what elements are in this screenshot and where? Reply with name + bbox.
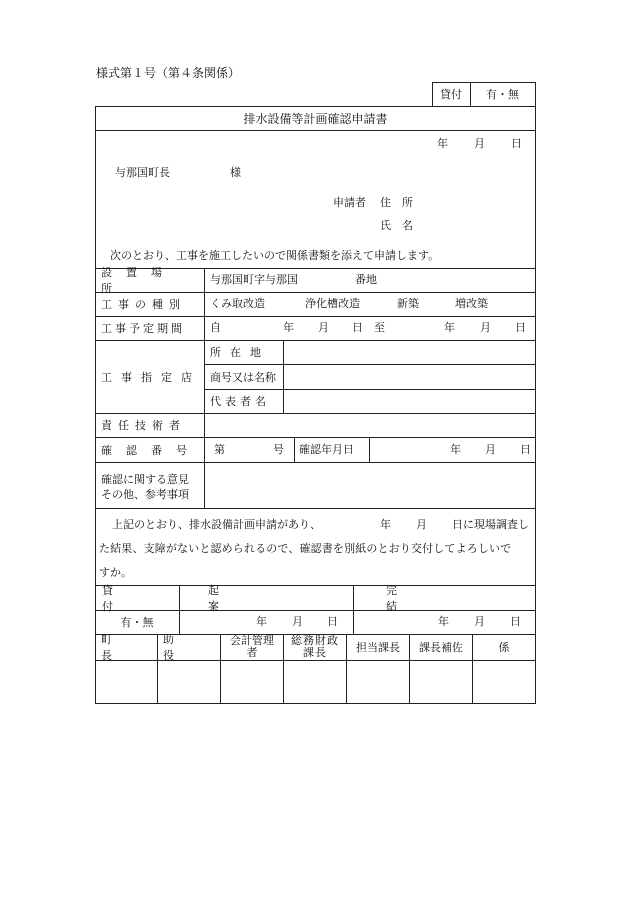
- engineer-label: [101, 413, 201, 437]
- opinion-label-1: 確認に関する意見: [101, 473, 189, 486]
- approval-draft-label-text: 起案: [208, 583, 311, 613]
- date-year: 年: [437, 137, 448, 150]
- done-month: 月: [474, 615, 485, 628]
- approval-done-label: [386, 583, 536, 613]
- contractor-label: [101, 340, 201, 413]
- report-line-1a: 上記のとおり、排水設備計画申請があり、: [112, 518, 321, 531]
- role-mayor: [101, 634, 157, 660]
- type-option-4: 増改築: [455, 297, 488, 310]
- loan-label: 貸付: [440, 88, 462, 101]
- draft-year: 年: [256, 615, 267, 628]
- role-deputy-text: 助役: [163, 633, 204, 662]
- addressee-name: 与那国町長: [115, 166, 170, 179]
- confirm-no-suffix: 号: [273, 443, 284, 456]
- confirm-no-prefix: 第: [214, 443, 225, 456]
- location-suffix: 番地: [355, 273, 377, 286]
- confirm-month: 月: [485, 443, 496, 456]
- contractor-company-label: 商号又は名称: [210, 370, 276, 384]
- role-mayor-text: 町長: [101, 633, 142, 662]
- type-label: [101, 292, 201, 316]
- form-number: 様式第１号（第４条関係）: [96, 66, 241, 80]
- period-to: 至: [374, 321, 385, 334]
- period-from-month: 月: [318, 321, 329, 334]
- role-section-chief: 担当課長: [356, 641, 400, 654]
- confirm-date-label: 確認年月日: [299, 443, 354, 456]
- applicant-name-label: 氏 名: [380, 219, 413, 232]
- type-option-3: 新築: [397, 297, 419, 310]
- role-deputy: [163, 634, 220, 660]
- period-label: [101, 316, 201, 340]
- period-to-year: 年: [444, 321, 455, 334]
- done-year: 年: [438, 615, 449, 628]
- approval-loan-value: 有・無: [120, 616, 154, 629]
- applicant-address-label: 住 所: [380, 196, 413, 209]
- report-line-1b: 日に現場調査し: [452, 518, 529, 531]
- approval-draft-label: [208, 583, 348, 613]
- role-assistant-chief: 課長補佐: [419, 641, 463, 654]
- addressee-honorific: 様: [230, 166, 241, 179]
- period-from-year: 年: [283, 321, 294, 334]
- contractor-address-label: [210, 340, 282, 364]
- contractor-address-label-text: 所在地: [210, 346, 270, 359]
- role-general-affairs-text: 総務財政課長: [291, 634, 339, 659]
- done-day: 日: [510, 615, 521, 628]
- form-title: 排水設備等計画確認申請書: [243, 111, 388, 126]
- role-staff: 係: [498, 641, 510, 654]
- report-line-1-month: 月: [416, 518, 427, 531]
- date-month: 月: [474, 137, 485, 150]
- report-line-3: すか。: [99, 566, 132, 579]
- approval-loan-label-text: 貸付: [102, 583, 149, 613]
- draft-day: 日: [327, 615, 338, 628]
- period-from-day: 日: [352, 321, 363, 334]
- approval-done-label-text: 完結: [386, 583, 493, 613]
- contractor-rep-label-text: 代表者名: [210, 395, 270, 408]
- confirm-label-text: 確認番号: [101, 443, 201, 457]
- opinion-label-2: その他、参考事項: [101, 488, 189, 501]
- role-accountant: [221, 634, 283, 660]
- confirm-day: 日: [520, 443, 531, 456]
- contractor-rep-label: [210, 389, 282, 413]
- confirm-year: 年: [450, 443, 461, 456]
- period-to-day: 日: [515, 321, 526, 334]
- report-line-2: た結果、支障がないと認められるので、確認書を別紙のとおり交付してよろしいで: [99, 542, 512, 555]
- report-line-1-year: 年: [380, 518, 391, 531]
- approval-loan-label: [102, 583, 174, 613]
- intro-text: 次のとおり、工事を施工したいので関係書類を添えて申請します。: [110, 249, 440, 262]
- confirm-label: [101, 437, 201, 462]
- contractor-label-text: 工事指定店: [101, 370, 201, 384]
- type-option-2: 浄化槽改造: [305, 297, 360, 310]
- type-option-1: くみ取改造: [210, 297, 265, 310]
- draft-month: 月: [292, 615, 303, 628]
- date-day: 日: [511, 137, 522, 150]
- role-accountant-text: 会計管理者: [230, 634, 274, 659]
- period-to-month: 月: [480, 321, 491, 334]
- period-from: 自: [210, 321, 221, 334]
- period-label-text: 工事予定期間: [101, 322, 185, 335]
- applicant-label: 申請者: [333, 196, 366, 209]
- loan-value: 有・無: [486, 88, 519, 101]
- type-label-text: 工事の種別: [101, 298, 186, 311]
- role-general-affairs: [284, 634, 346, 660]
- location-label: [101, 266, 198, 295]
- engineer-label-text: 責任技術者: [101, 419, 186, 432]
- location-label-text: 設置場所: [101, 266, 176, 295]
- location-value: 与那国町字与那国: [210, 273, 298, 286]
